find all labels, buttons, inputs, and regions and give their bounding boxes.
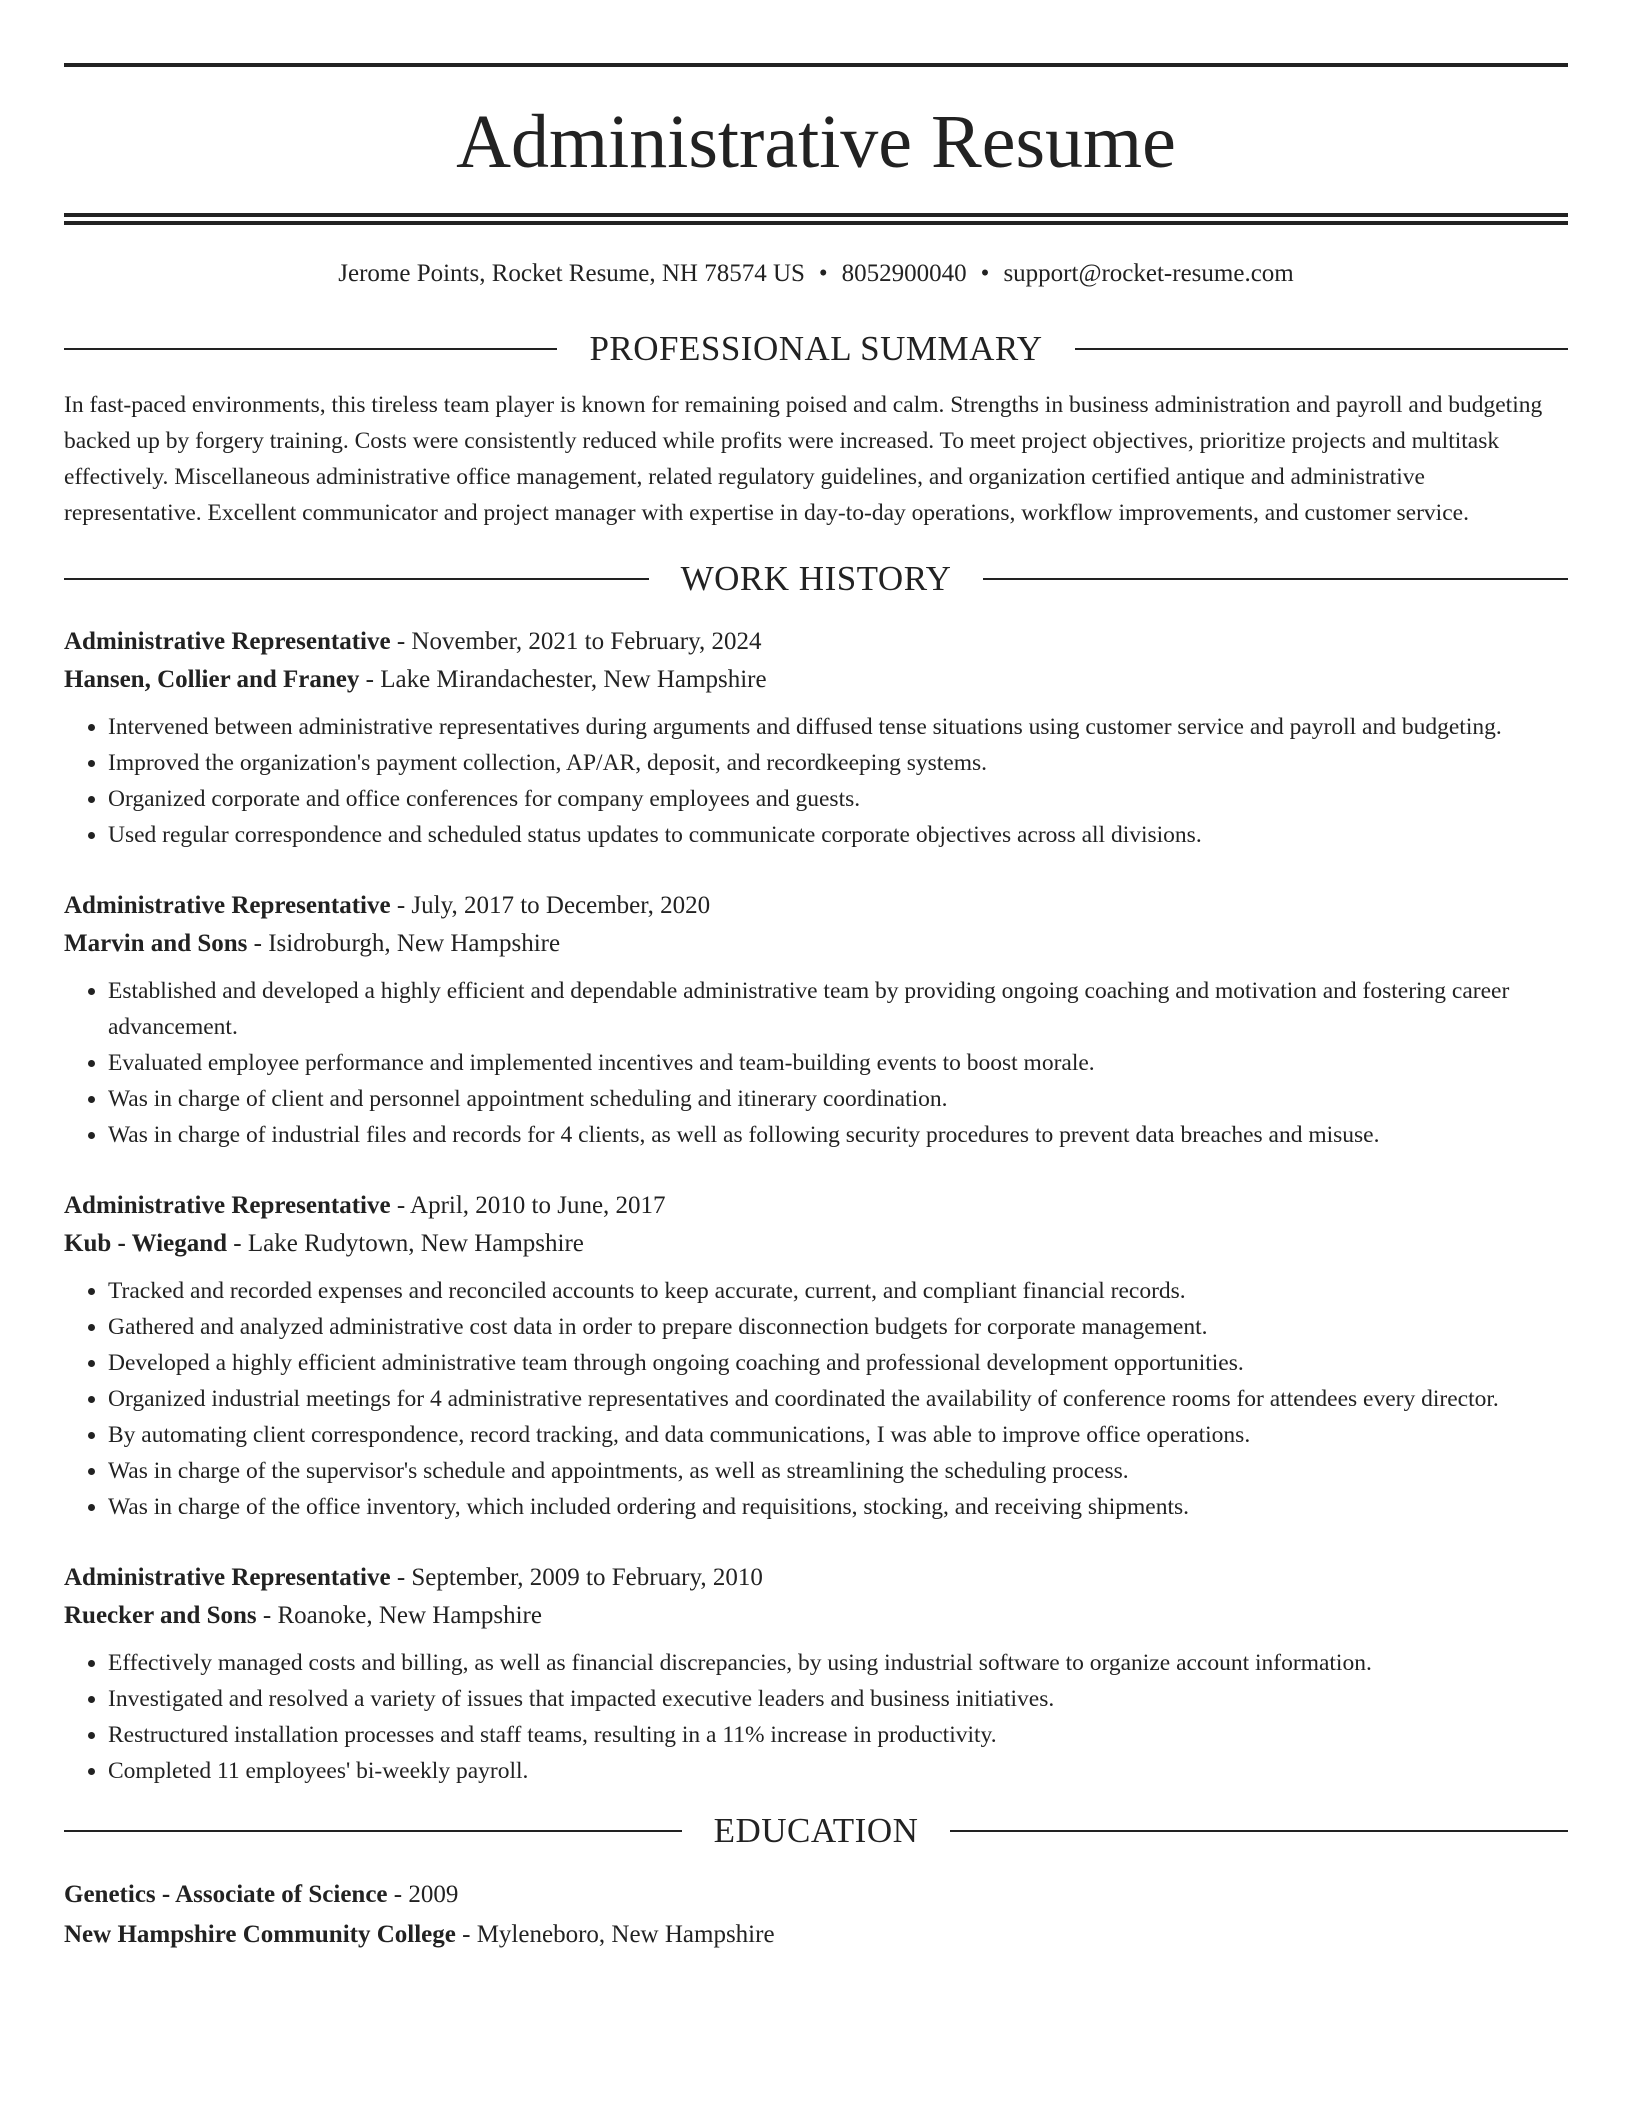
summary-paragraph: In fast-paced environments, this tireless team player is known for remaining poised and calm. Strengths in business administration and payroll and budgeting backed up by forgery training. Costs were consistently reduced while profits were increased. To meet project objectives, prioritize projects and multitask effectively. Miscellaneous administrative office management, related regulatory guidelines, and organization certified antique and administrative representative. Excellent communicator and project manager with expertise in day-to-day operations, workflow improvements, and customer service. — [64, 392, 1543, 526]
work-history-list — [64, 623, 1568, 1789]
job-company: Kub - Wiegand — [64, 1230, 228, 1257]
job-entry — [64, 1187, 1568, 1525]
resume-title: Administrative Resume — [456, 100, 1176, 184]
section-heading-work — [64, 559, 1568, 599]
contact-email: support@rocket-resume.com — [1003, 260, 1294, 287]
job-bullet-list — [64, 1273, 1568, 1525]
job-bullet: • Was in charge of client and personnel appointment scheduling and itinerary coordination. — [108, 1081, 1568, 1117]
job-bullet-list — [64, 709, 1568, 853]
job-bullet: • Completed 11 employees' bi-weekly payroll. — [108, 1753, 1568, 1789]
contact-line — [64, 259, 1568, 289]
job-location: - Isidroburgh, New Hampshire — [247, 930, 561, 957]
job-entry — [64, 623, 1568, 853]
section-title: EDUCATION — [713, 1811, 919, 1850]
job-location: - Lake Rudytown, New Hampshire — [227, 1230, 584, 1257]
job-company-line — [64, 661, 1568, 699]
job-company: Ruecker and Sons — [64, 1602, 257, 1629]
contact-separator: • — [980, 260, 990, 287]
heading-rule-right — [1075, 348, 1568, 350]
job-title-line — [64, 887, 1568, 925]
education-year: - 2009 — [387, 1881, 459, 1908]
job-dates: - April, 2010 to June, 2017 — [390, 1192, 666, 1219]
heading-rule-left — [64, 348, 557, 350]
job-bullet: • Tracked and recorded expenses and reconciled accounts to keep accurate, current, and compliant financial records. — [108, 1273, 1568, 1309]
job-bullet-list — [64, 973, 1568, 1153]
job-location: - Roanoke, New Hampshire — [256, 1602, 542, 1629]
education-school: New Hampshire Community College — [64, 1921, 456, 1948]
job-bullet: • Restructured installation processes and staff teams, resulting in a 11% increase in productivity. — [108, 1717, 1568, 1753]
education-degree-line — [64, 1875, 1568, 1915]
job-bullet: • Gathered and analyzed administrative cost data in order to prepare disconnection budgets for corporate management. — [108, 1309, 1568, 1345]
contact-phone: 8052900040 — [841, 260, 967, 287]
job-bullet: • By automating client correspondence, record tracking, and data communications, I was able to improve office operations. — [108, 1417, 1568, 1453]
job-title: Administrative Representative — [64, 892, 391, 919]
job-company-line — [64, 925, 1568, 963]
section-title: PROFESSIONAL SUMMARY — [589, 329, 1043, 368]
job-bullet: • Was in charge of the supervisor's schedule and appointments, as well as streamlining the scheduling process. — [108, 1453, 1568, 1489]
job-bullet: • Developed a highly efficient administrative team through ongoing coaching and professional development opportunities. — [108, 1345, 1568, 1381]
job-bullet: • Organized industrial meetings for 4 administrative representatives and coordinated the availability of conference rooms for attendees every director. — [108, 1381, 1568, 1417]
job-entry — [64, 887, 1568, 1153]
job-bullet: • Was in charge of the office inventory, which included ordering and requisitions, stocking, and receiving shipments. — [108, 1489, 1568, 1525]
job-company: Hansen, Collier and Franey — [64, 666, 360, 693]
education-entry — [64, 1875, 1568, 1955]
job-bullet: • Evaluated employee performance and implemented incentives and team-building events to boost morale. — [108, 1045, 1568, 1081]
job-bullet: • Used regular correspondence and scheduled status updates to communicate corporate objectives across all divisions. — [108, 817, 1568, 853]
job-location: - Lake Mirandachester, New Hampshire — [359, 666, 767, 693]
job-bullet: • Intervened between administrative representatives during arguments and diffused tense situations using customer service and payroll and budgeting. — [108, 709, 1568, 745]
job-title: Administrative Representative — [64, 1192, 391, 1219]
top-rule — [64, 63, 1568, 67]
job-title: Administrative Representative — [64, 1564, 391, 1591]
job-company: Marvin and Sons — [64, 930, 248, 957]
job-dates: - July, 2017 to December, 2020 — [390, 892, 711, 919]
heading-rule-left — [64, 1830, 682, 1832]
job-dates: - September, 2009 to February, 2010 — [390, 1564, 763, 1591]
job-title-line — [64, 623, 1568, 661]
job-bullet-list — [64, 1645, 1568, 1789]
education-degree: Genetics - Associate of Science — [64, 1881, 388, 1908]
section-heading-summary — [64, 329, 1568, 369]
heading-rule-right — [983, 578, 1568, 580]
job-bullet: • Established and developed a highly efficient and dependable administrative team by providing ongoing coaching and motivation and fostering career advancement. — [108, 973, 1568, 1045]
contact-separator: • — [818, 260, 828, 287]
job-title: Administrative Representative — [64, 628, 391, 655]
job-title-line — [64, 1559, 1568, 1597]
job-dates: - November, 2021 to February, 2024 — [390, 628, 762, 655]
title-double-rule — [64, 213, 1568, 225]
education-school-line — [64, 1915, 1568, 1955]
job-bullet: • Organized corporate and office conferences for company employees and guests. — [108, 781, 1568, 817]
job-bullet: • Investigated and resolved a variety of issues that impacted executive leaders and business initiatives. — [108, 1681, 1568, 1717]
job-company-line — [64, 1597, 1568, 1635]
section-title: WORK HISTORY — [680, 559, 952, 598]
heading-rule-left — [64, 578, 649, 580]
job-entry — [64, 1559, 1568, 1789]
job-company-line — [64, 1225, 1568, 1263]
resume-page — [64, 0, 1568, 1955]
section-heading-education — [64, 1811, 1568, 1851]
job-bullet: • Improved the organization's payment collection, AP/AR, deposit, and recordkeeping systems. — [108, 745, 1568, 781]
job-bullet: • Was in charge of industrial files and records for 4 clients, as well as following security procedures to prevent data breaches and misuse. — [108, 1117, 1568, 1153]
heading-rule-right — [950, 1830, 1568, 1832]
job-title-line — [64, 1187, 1568, 1225]
job-bullet: • Effectively managed costs and billing, as well as financial discrepancies, by using industrial software to organize account information. — [108, 1645, 1568, 1681]
contact-address: Jerome Points, Rocket Resume, NH 78574 US — [338, 260, 805, 287]
education-location: - Myleneboro, New Hampshire — [455, 1921, 775, 1948]
